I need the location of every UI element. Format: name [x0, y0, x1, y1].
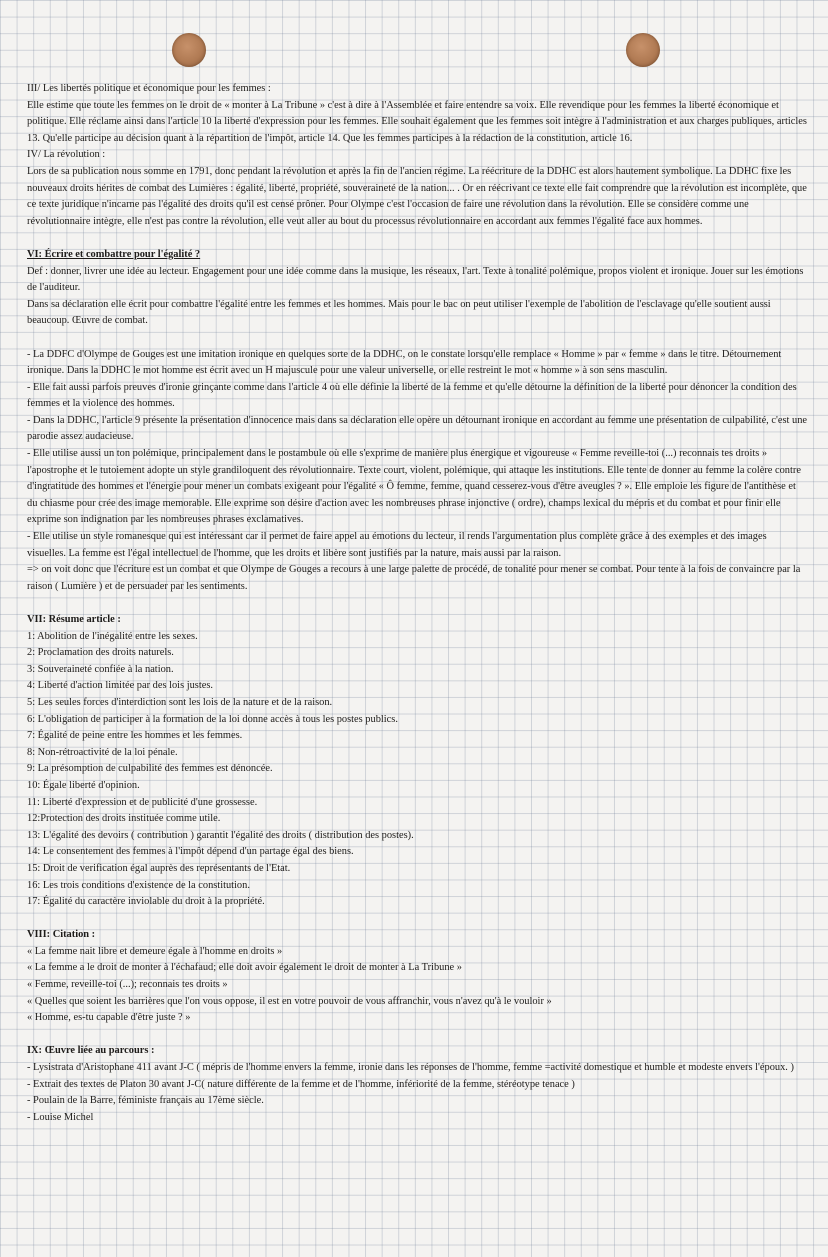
- section-title-revolution: IV/ La révolution :: [27, 149, 106, 161]
- argument-point: - Elle fait aussi parfois preuves d'ironie grinçante comme dans l'article 4 où elle définie la liberté de la femme et qu'elle détourne la définition de la liberté pour dénoncer la condition des femmes et la violence des hommes.: [27, 381, 797, 410]
- article-item: 4: Liberté d'action limitée par des lois justes.: [27, 680, 213, 692]
- article-item: 2: Proclamation des droits naturels.: [27, 647, 174, 659]
- section-title-ecrire: VI: Écrire et combattre pour l'égalité ?: [27, 248, 201, 260]
- article-item: 16: Les trois conditions d'existence de la constitution.: [27, 879, 250, 891]
- section-oeuvre: [27, 1043, 807, 1126]
- argument-point: - Elle utilise aussi un ton polémique, principalement dans le postambule où elle s'exprime de manière plus énergique et vigoureuse « Femme reveille-toi (...) reconnais tes droits » l'apostrophe et le tutoiement adopte un style grandiloquent des révolutionnaire. Texte court, violent, polémique, qui attaque les institutions. Elle tente de donner au femme la colère contre d'ingratitude des hommes et l'énergie pour mener un combats exigeant pour l'égalité « Ô femme, femme, quand cesserez-vous d'être aveugles ? ». Elle emploie les figure de l'antithèse et du chiasme pour crée des image memorable. Elle exprime son désire d'action avec les nombreuses phrase injonctive ( ordre), champs lexical du mépris et du combat et pour finir elle exprime son indignation par les nombreuses phrases exclamatives.: [27, 448, 801, 526]
- quote-item: « La femme nait libre et demeure égale à l'homme en droits »: [27, 945, 283, 957]
- conclusion-text: => on voit donc que l'écriture est un combat et que Olympe de Gouges a recours à une large palette de procédé, de tonalité pour mener se combat. Pour tente à la fois de convaincre par la raison ( Lumière ) et de persuader par les sentiments.: [27, 564, 801, 592]
- section-citation: [27, 927, 807, 1027]
- article-item: 8: Non-rétroactivité de la loi pénale.: [27, 746, 178, 758]
- section-ecrire: [27, 247, 807, 595]
- definition-text: Def : donner, livrer une idée au lecteur. Engagement pour une idée comme dans la musique, les réseaux, l'art. Texte à tonalité polémique, propos violent et ironique. Jouer sur les émotions de l'auditeur.: [27, 265, 804, 294]
- notes-page: [27, 81, 807, 1126]
- quote-item: « Homme, es-tu capable d'être juste ? »: [27, 1012, 191, 1024]
- argument-point: - Elle utilise un style romanesque qui est intéressant car il permet de faire appel au émotions du lecteur, il rends l'argumentation plus complète grâce à des exemples et des images visuelles. La femme est l'égal intellectuel de l'homme, que les droits et libère sont justifiés par la nature, mais aussi par la raison.: [27, 531, 767, 559]
- article-item: 1: Abolition de l'inégalité entre les sexes.: [27, 630, 198, 642]
- work-item: - Poulain de la Barre, féministe français au 17ème siècle.: [27, 1095, 264, 1107]
- section-text-revolution: Lors de sa publication nous somme en 1791, donc pendant la révolution et après la fin de l'ancien régime. La réécriture de la DDHC est alors hautement symbolique. La DDHC fixe les nouveaux droits hérites de combat des Lumières : égalité, liberté, propriété, souveraineté de la nation... . Or en réécrivant ce texte elle fait comprendre que la révolution est incomplète, que ce texte juridique n'incarne pas l'égalité des droits qu'il est censé prôner. Pour Olympe c'est l'occasion de faire une révolution dans la révolution. Elle se considère comme une révolutionnaire intègre, elle n'est pas contre la révolution, elle veut aller au bout du processus révolutionnaire en accordant aux femmes l'égalité face aux hommes.: [27, 165, 807, 227]
- article-item: 7: Égalité de peine entre les hommes et les femmes.: [27, 730, 243, 742]
- article-item: 11: Liberté d'expression et de publicité d'une grossesse.: [27, 796, 258, 808]
- article-item: 12:Protection des droits instituée comme utile.: [27, 813, 221, 825]
- binder-hole-right: [626, 33, 660, 67]
- quote-item: « Quelles que soient les barrières que l'on vous oppose, il est en votre pouvoir de vous affranchir, vous n'avez qu'à le vouloir »: [27, 995, 552, 1007]
- section-text-libertes: Elle estime que toute les femmes on le droit de « monter à La Tribune » c'est à dire à l'Assemblée et faire entendre sa voix. Elle revendique pour les femmes la liberté économique et politique. Elle réclame ainsi dans l'article 10 la liberté d'expression pour les femmes. Elle souhait également que les femmes soit intègre à l'administration et aux charges publiques, articles 13. Qu'elle participe au décision quant à la répartition de l'impôt, article 14. Que les femmes participes à la rédaction de la constitution, article 16.: [27, 99, 807, 144]
- section-title-oeuvre: IX: Œuvre liée au parcours :: [27, 1045, 155, 1057]
- article-item: 10: Égale liberté d'opinion.: [27, 779, 140, 791]
- work-item: - Extrait des textes de Platon 30 avant J-C( nature différente de la femme et de l'homme, infériorité de la femme, stéréotype tenace ): [27, 1078, 575, 1090]
- article-item: 17: Égalité du caractère inviolable du droit à la propriété.: [27, 896, 265, 908]
- section-resume: [27, 612, 807, 911]
- binder-hole-left: [172, 33, 206, 67]
- article-item: 13: L'égalité des devoirs ( contribution ) garantit l'égalité des droits ( distribution des postes).: [27, 829, 414, 841]
- argument-point: - La DDFC d'Olympe de Gouges est une imitation ironique en quelques sorte de la DDHC, on le constate lorsqu'elle remplace « Homme » par « femme » dans le titre. Détournement ironique. Dans la DDHC le mot homme est écrit avec un H majuscule pour une valeur universelle, or elle restreint le mot « homme » à son sens masculin.: [27, 348, 782, 377]
- section-title-citation: VIII: Citation :: [27, 929, 96, 941]
- article-item: 5: Les seules forces d'interdiction sont les lois de la nature et de la raison.: [27, 696, 333, 708]
- article-item: 15: Droit de verification égal auprès des représentants de l'Etat.: [27, 862, 291, 874]
- intro-text: Dans sa déclaration elle écrit pour combattre l'égalité entre les femmes et les hommes. Mais pour le bac on peut utiliser l'exemple de l'abolition de l'esclavage qu'elle soutient aussi beaucoup. Œuvre de combat.: [27, 298, 771, 327]
- article-item: 6: L'obligation de participer à la formation de la loi donne accès à tous les postes publics.: [27, 713, 398, 725]
- section-title-resume: VII: Résume article :: [27, 614, 121, 625]
- work-item: - Lysistrata d'Aristophane 411 avant J-C ( mépris de l'homme envers la femme, ironie dans les réponses de l'homme, femme =activité domestique et humble et modeste envers l'époux. ): [27, 1062, 794, 1074]
- work-item: - Louise Michel: [27, 1111, 94, 1123]
- section-libertes: [27, 81, 807, 230]
- section-title-libertes: III/ Les libertés politique et économique pour les femmes :: [27, 83, 271, 94]
- quote-item: « Femme, reveille-toi (...); reconnais tes droits »: [27, 979, 228, 991]
- argument-point: - Dans la DDHC, l'article 9 présente la présentation d'innocence mais dans sa déclaration elle opère un détournant ironique en accordant au femme une présentation de culpabilité, c'est une parodie assez audacieuse.: [27, 414, 807, 443]
- article-item: 3: Souveraineté confiée à la nation.: [27, 663, 174, 675]
- article-item: 14: Le consentement des femmes à l'impôt dépend d'un partage égal des biens.: [27, 846, 354, 858]
- article-item: 9: La présomption de culpabilité des femmes est dénoncée.: [27, 763, 273, 775]
- quote-item: « La femme a le droit de monter à l'échafaud; elle doit avoir également le droit de monter à La Tribune »: [27, 962, 462, 974]
